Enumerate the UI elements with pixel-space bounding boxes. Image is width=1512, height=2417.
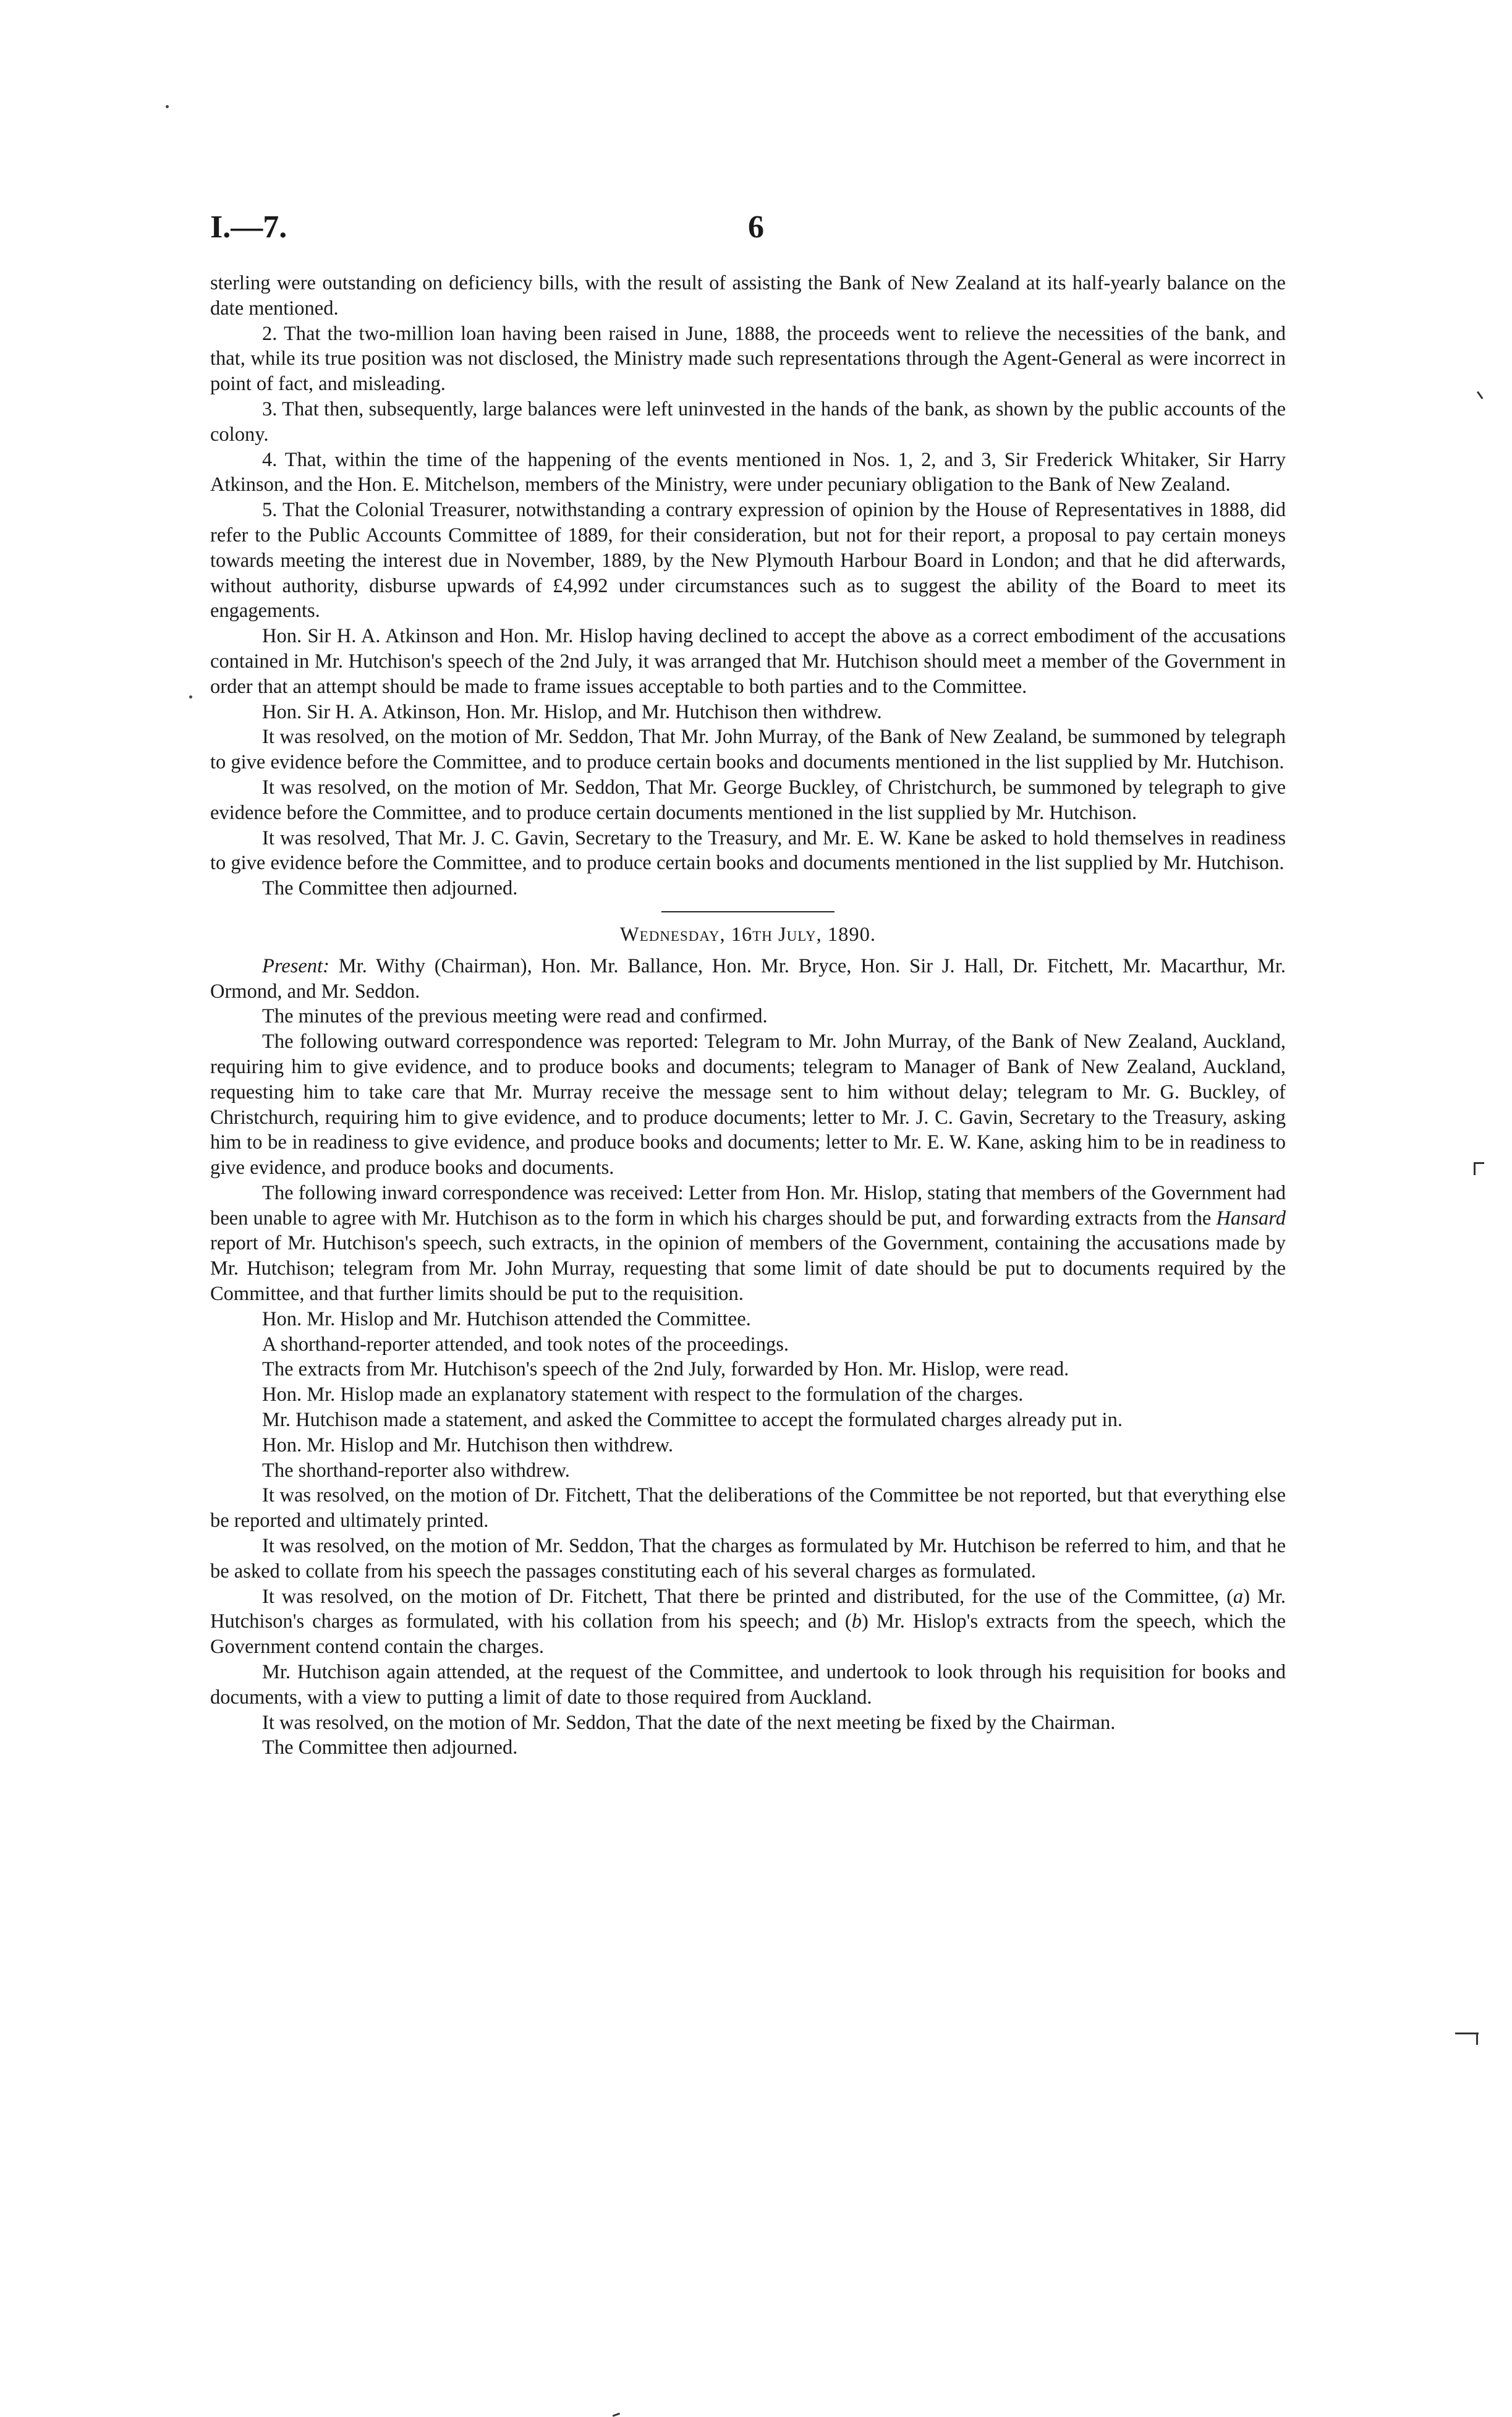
margin-arrow-mark xyxy=(1476,2033,1478,2045)
margin-tick-mark xyxy=(1477,388,1487,399)
margin-arrow-mark xyxy=(1455,2033,1479,2034)
paragraph-declined: Hon. Sir H. A. Atkinson and Hon. Mr. Hislop having declined to accept the above as a correct embodiment of the accusations contained in Mr. Hutchison's speech of the 2nd July, it was arranged that Mr. Hutchison should meet a member of the Government in order that an attempt should be made to frame issues acceptable to both parties and to the Committee. xyxy=(210,625,1286,698)
paragraph-attended: Hon. Mr. Hislop and Mr. Hutchison attended the Committee. xyxy=(262,1307,751,1330)
date-heading: Wednesday, 16th July, 1890. xyxy=(619,923,877,946)
present-list xyxy=(210,954,1286,1005)
paragraph-withdrew: Hon. Sir H. A. Atkinson, Hon. Mr. Hislop, and Mr. Hutchison then withdrew. xyxy=(262,700,882,723)
paragraph-explanatory-statement: Hon. Mr. Hislop made an explanatory statement with respect to the formulation of the charges. xyxy=(262,1383,1024,1406)
paragraph-minutes: The minutes of the previous meeting were read and confirmed. xyxy=(262,1005,768,1028)
paragraph-continuation: sterling were outstanding on deficiency bills, with the result of assisting the Bank of New Zealand at its half-yearly balance on the date mentioned. xyxy=(210,272,1286,320)
paragraph-inward-correspondence xyxy=(210,1181,1286,1307)
charge-4: 4. That, within the time of the happening of the events mentioned in Nos. 1, 2, and 3, Sir Frederick Whitaker, Sir Harry Atkinson, and the Hon. E. Mitchelson, members of the Ministry, were under pecuniary obligation to the Bank of New Zealand. xyxy=(210,448,1286,496)
paragraph-again-attended: Mr. Hutchison again attended, at the request of the Committee, and undertook to look through his requisition for books and documents, with a view to putting a limit of date to those required from Auckland. xyxy=(210,1661,1286,1709)
hansard-italic: Hansard xyxy=(1216,1207,1286,1230)
resolution-murray: It was resolved, on the motion of Mr. Seddon, That Mr. John Murray, of the Bank of New Zealand, be summoned by telegraph to give evidence before the Committee, and to produce certain books and documents mentioned in the list supplied by Mr. Hutchison. xyxy=(210,726,1286,774)
printed-letter-b: b xyxy=(851,1610,862,1633)
inward-text-a: The following inward correspondence was received: Letter from Hon. Mr. Hislop, stating that members of the Government had been unable to agree with Mr. Hutchison as to the form in which his charges should be put, and forwarding extracts from the xyxy=(210,1181,1286,1230)
paragraph-hutchison-statement: Mr. Hutchison made a statement, and asked the Committee to accept the formulated charges already put in. xyxy=(262,1409,1123,1432)
inward-text-b: report of Mr. Hutchison's speech, such extracts, in the opinion of members of the Government, containing the accusations made by Mr. Hutchison; telegram from Mr. John Murray, requesting that some limit of date should be put to documents required by the Committee, and that further limits should be put to the requisition. xyxy=(210,1232,1286,1306)
printed-text-c: ) Mr. Hislop's extracts from the speech, which the Government contend contain the charges. xyxy=(210,1610,1286,1659)
resolution-buckley: It was resolved, on the motion of Mr. Seddon, That Mr. George Buckley, of Christchurch, be summoned by telegraph to give evidence before the Committee, and to produce certain documents mentioned in the list supplied by Mr. Hutchison. xyxy=(210,776,1286,824)
paragraph-adjourned: The Committee then adjourned. xyxy=(262,877,518,900)
printed-text-b: ) Mr. Hutchison's charges as formulated, with his collation from his speech; and ( xyxy=(210,1585,1286,1633)
paragraph-then-withdrew: Hon. Mr. Hislop and Mr. Hutchison then withdrew. xyxy=(262,1434,673,1456)
paragraph-extracts-read: The extracts from Mr. Hutchison's speech of the 2nd July, forwarded by Hon. Mr. Hislop, were read. xyxy=(262,1358,1069,1381)
paragraph-final-adjourned: The Committee then adjourned. xyxy=(262,1736,518,1759)
margin-dot-mark xyxy=(166,105,169,108)
present-names: Mr. Withy (Chairman), Hon. Mr. Ballance, Hon. Mr. Bryce, Hon. Sir J. Hall, Dr. Fitchett, Mr. Macarthur, Mr. Ormond, and Mr. Seddon. xyxy=(210,954,1286,1003)
page-number: 6 xyxy=(748,210,764,245)
present-label: Present: xyxy=(262,954,329,977)
document-body xyxy=(210,271,1286,1761)
page-header xyxy=(210,209,1286,252)
margin-flag-mark xyxy=(1474,1162,1484,1175)
bottom-tick-mark xyxy=(611,2410,620,2417)
printed-text-a: It was resolved, on the motion of Dr. Fitchett, That there be printed and distributed, for the use of the Committee, ( xyxy=(262,1585,1233,1608)
margin-dot-mark xyxy=(189,695,192,699)
resolution-next-meeting: It was resolved, on the motion of Mr. Seddon, That the date of the next meeting be fixed by the Chairman. xyxy=(262,1711,1116,1734)
resolution-collate: It was resolved, on the motion of Mr. Seddon, That the charges as formulated by Mr. Hutchison be referred to him, and that he be asked to collate from his speech the passages constituting each of his several charges as formulated. xyxy=(210,1535,1286,1582)
paragraph-reporter-withdrew: The shorthand-reporter also withdrew. xyxy=(262,1459,570,1482)
resolution-deliberations: It was resolved, on the motion of Dr. Fitchett, That the deliberations of the Committee be not reported, but that everything else be reported and ultimately printed. xyxy=(210,1484,1286,1532)
charge-2: 2. That the two-million loan having been raised in June, 1888, the proceeds went to relieve the necessities of the bank, and that, while its true position was not disclosed, the Ministry made such representations through the Agent-General as were incorrect in point of fact, and misleading. xyxy=(210,322,1286,396)
printed-letter-a: a xyxy=(1233,1585,1244,1608)
paragraph-shorthand-reporter: A shorthand-reporter attended, and took notes of the proceedings. xyxy=(262,1333,789,1356)
paragraph-outward-correspondence: The following outward correspondence was reported: Telegram to Mr. John Murray, of the Bank of New Zealand, Auckland, requiring him to give evidence, and to produce books and documents; telegram to Manager of Bank of New Zealand, Auckland, requesting him to take care that Mr. Murray receive the message sent to him without delay; telegram to Mr. G. Buckley, of Christchurch, requiring him to give evidence, and to produce documents; letter to Mr. J. C. Gavin, Secretary to the Treasury, asking him to be in readiness to give evidence, and produce books and documents; letter to Mr. E. W. Kane, asking him to be in readiness to give evidence, and produce books and documents. xyxy=(210,1030,1286,1179)
charge-5: 5. That the Colonial Treasurer, notwithstanding a contrary expression of opinion by the House of Representatives in 1888, did refer to the Public Accounts Committee of 1889, for their consideration, but not for their report, a proposal to pay certain moneys towards meeting the interest due in November, 1889, by the New Plymouth Harbour Board in London; and that he did afterwards, without authority, disburse upwards of £4,992 under circumstances such as to suggest the ability of the Board to meet its engagements. xyxy=(210,499,1286,622)
charge-3: 3. That then, subsequently, large balances were left uninvested in the hands of the bank, as shown by the public accounts of the colony. xyxy=(210,397,1286,446)
section-divider xyxy=(661,911,835,912)
resolution-gavin-kane: It was resolved, That Mr. J. C. Gavin, Secretary to the Treasury, and Mr. E. W. Kane be asked to hold themselves in readiness to give evidence before the Committee, and to produce certain books and documents mentioned in the list supplied by Mr. Hutchison. xyxy=(210,826,1286,875)
document-reference: I.—7. xyxy=(210,210,287,245)
resolution-printed xyxy=(210,1584,1286,1660)
